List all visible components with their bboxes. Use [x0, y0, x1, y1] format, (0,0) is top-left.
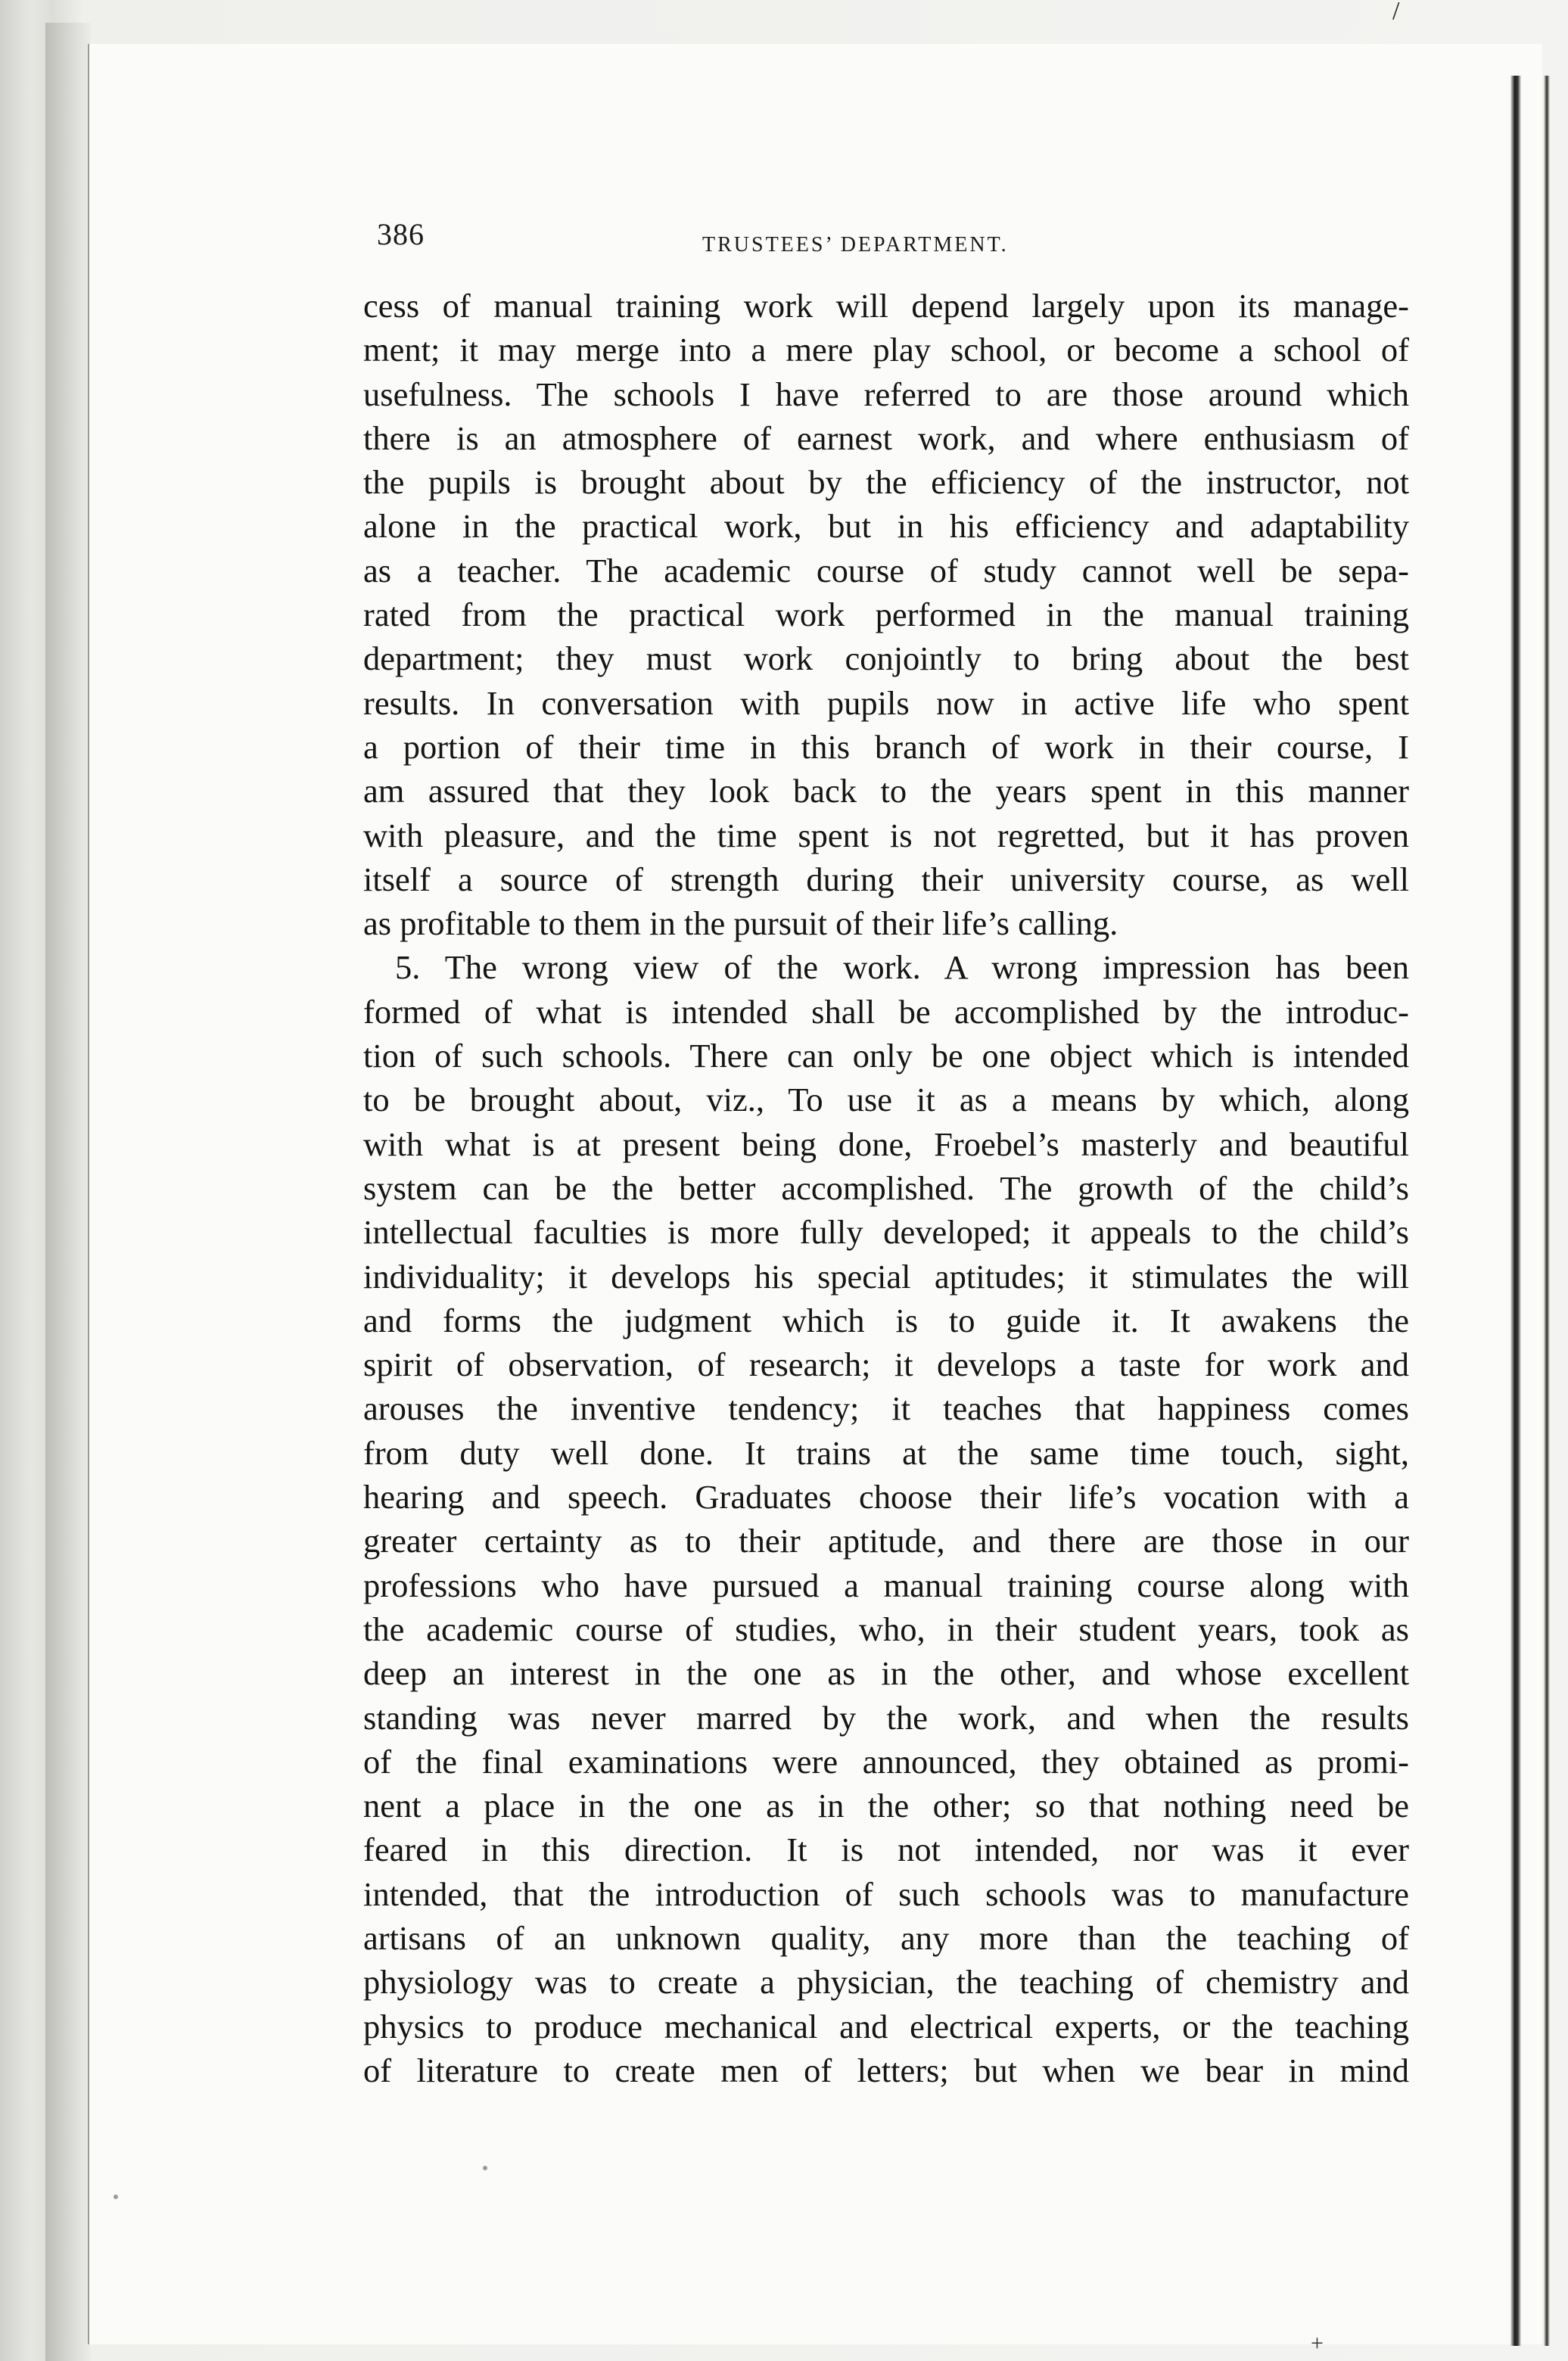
text-line: feared in this direction. It is not intended, nor was it ever [363, 1831, 1409, 1869]
text-line: physiology was to create a physician, the teaching of chemistry and [363, 1963, 1409, 2002]
text-line: tion of such schools. There can only be one object which is intended [363, 1037, 1409, 1075]
text-line: as profitable to them in the pursuit of their life’s calling. [363, 904, 1118, 943]
dust-speck [483, 2166, 487, 2170]
text-line: system can be the better accomplished. The growth of the child’s [363, 1168, 1409, 1207]
text-line: department; they must work conjointly to bring about the best [363, 639, 1409, 678]
scan-mark-bottom: + [1311, 2331, 1324, 2356]
text-line: itself a source of strength during their university course, as well [363, 860, 1409, 898]
text-line: rated from the practical work performed in the manual training [363, 596, 1409, 634]
text-line: intellectual faculties is more fully developed; it appeals to the child’s [363, 1213, 1409, 1252]
text-line: intended, that the introduction of such schools was to manufacture [363, 1874, 1409, 1913]
text-line: physics to produce mechanical and electrical experts, or the teaching [363, 2007, 1409, 2045]
text-line: ment; it may merge into a mere play school, or become a school of [363, 331, 1409, 369]
text-line: alone in the practical work, but in his efficiency and adaptability [363, 507, 1409, 546]
text-line: arouses the inventive tendency; it teaches that happiness comes [363, 1389, 1409, 1428]
text-line: greater certainty as to their aptitude, and there are those in our [363, 1522, 1409, 1560]
book-binding-edge [45, 23, 91, 2361]
text-line: formed of what is intended shall be accomplished by the introduc- [363, 992, 1409, 1031]
text-line: the pupils is brought about by the efficiency of the instructor, not [363, 463, 1409, 502]
text-line: a portion of their time in this branch of work in their course, I [363, 727, 1409, 766]
text-line: standing was never marred by the work, and when the results [363, 1698, 1409, 1737]
text-line: to be brought about, viz., To use it as a means by which, along [363, 1081, 1409, 1119]
text-line: cess of manual training work will depend largely upon its manage- [363, 287, 1409, 325]
page-number: 386 [377, 217, 425, 251]
text-line: as a teacher. The academic course of study cannot well be sepa- [363, 551, 1409, 589]
text-line: deep an interest in the one as in the other, and whose excellent [363, 1654, 1409, 1693]
body-text [363, 284, 1409, 2092]
text-line: results. In conversation with pupils now in active life who spent [363, 683, 1409, 722]
text-line: nent a place in the one as in the other; so that nothing need be [363, 1787, 1409, 1825]
text-line: of the final examinations were announced, they obtained as promi- [363, 1742, 1409, 1781]
text-line: with what is at present being done, Froebel’s masterly and beautiful [363, 1125, 1409, 1163]
text-line: the academic course of studies, who, in their student years, took as [363, 1610, 1409, 1648]
text-line: spirit of observation, of research; it develops a taste for work and [363, 1345, 1409, 1384]
scan-mark-top: / [1392, 0, 1400, 25]
text-line: professions who have pursued a manual training course along with [363, 1566, 1409, 1604]
text-line: and forms the judgment which is to guide it. It awakens the [363, 1301, 1409, 1339]
page-header [377, 216, 1414, 269]
text-line: individuality; it develops his special aptitudes; it stimulates the will [363, 1257, 1409, 1296]
text-line: with pleasure, and the time spent is not regretted, but it has proven [363, 816, 1409, 854]
text-line: usefulness. The schools I have referred to are those around which [363, 375, 1409, 413]
text-line: there is an atmosphere of earnest work, and where enthusiasm of [363, 418, 1409, 457]
text-line: hearing and speech. Graduates choose their life’s vocation with a [363, 1478, 1409, 1516]
text-line: artisans of an unknown quality, any more than the teaching of [363, 1918, 1409, 1957]
page-edge-shadow [1510, 76, 1521, 2346]
page-edge-line [1544, 76, 1550, 2346]
dust-speck [114, 2195, 118, 2199]
section-heading-line: 5. The wrong view of the work. A wrong impression has been [395, 948, 1409, 987]
text-line: from duty well done. It trains at the same time touch, sight, [363, 1433, 1409, 1472]
text-line: of literature to create men of letters; but when we bear in mind [363, 2051, 1409, 2089]
text-line: am assured that they look back to the years spent in this manner [363, 772, 1409, 810]
running-head: TRUSTEES’ DEPARTMENT. [702, 233, 1009, 257]
